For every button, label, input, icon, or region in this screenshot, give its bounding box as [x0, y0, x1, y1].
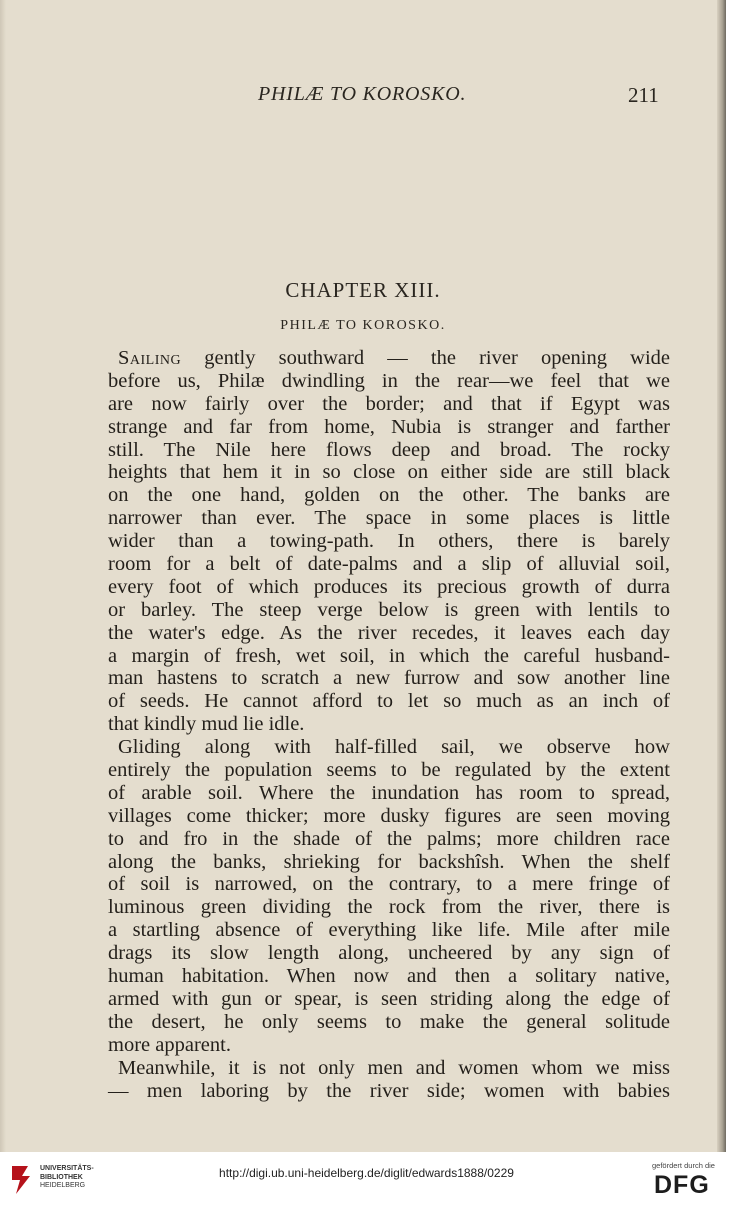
text-line: of seeds. He cannot afford to let so much as an inch of: [108, 690, 670, 713]
text-line: the desert, he only seems to make the general solitude: [108, 1010, 670, 1033]
text-line: Gliding along with half-filled sail, we observe how: [118, 736, 670, 759]
text-line: heights that hem it in so close on either side are still black: [108, 461, 670, 484]
text-line: every foot of which produces its precious growth of durra: [108, 575, 670, 598]
text-line: a startling absence of everything like life. Mile after mile: [108, 919, 670, 942]
text-line: the water's edge. As the river recedes, it leaves each day: [108, 621, 670, 644]
dfg-logo: DFG: [654, 1171, 710, 1199]
text-line: — men laboring by the river side; women with babies: [108, 1079, 670, 1102]
text-line: man hastens to scratch a new furrow and sow another line: [108, 667, 670, 690]
library-name: UNIVERSITÄTS- BIBLIOTHEK HEIDELBERG: [40, 1165, 94, 1189]
text-line: human habitation. When now and then a solitary native,: [108, 965, 670, 988]
text-line: strange and far from home, Nubia is stranger and farther: [108, 415, 670, 438]
viewer-footer: [0, 1152, 733, 1206]
text-line: that kindly mud lie idle.: [108, 713, 305, 736]
running-title: PHILÆ TO KOROSKO.: [258, 83, 467, 105]
text-line: entirely the population seems to be regulated by the extent: [108, 759, 670, 782]
body-text: [108, 347, 670, 1102]
text-line: are now fairly over the border; and that if Egypt was: [108, 392, 670, 415]
text-line: of arable soil. Where the inundation has room to spread,: [108, 781, 670, 804]
chapter-subtitle: PHILÆ TO KOROSKO.: [280, 318, 446, 333]
text-line: more apparent.: [108, 1033, 231, 1056]
text-line: of soil is narrowed, on the contrary, to a mere fringe of: [108, 873, 670, 896]
text-line: on the one hand, golden on the other. The banks are: [108, 484, 670, 507]
text-line: luminous green dividing the rock from the river, there is: [108, 896, 670, 919]
text-line: room for a belt of date-palms and a slip of alluvial soil,: [108, 553, 670, 576]
running-head: [0, 83, 726, 113]
permalink-url[interactable]: http://digi.ub.uni-heidelberg.de/diglit/edwards1888/0229: [219, 1166, 514, 1180]
text-line: wider than a towing-path. In others, there is barely: [108, 530, 670, 553]
text-line: before us, Philæ dwindling in the rear—we feel that we: [108, 369, 670, 392]
text-line: or barley. The steep verge below is green with lentils to: [108, 598, 670, 621]
text-line: narrower than ever. The space in some places is little: [108, 507, 670, 530]
text-line: a margin of fresh, wet soil, in which the careful husband-: [108, 644, 670, 667]
text-line: to and fro in the shade of the palms; more children race: [108, 827, 670, 850]
funded-by-label: gefördert durch die: [652, 1161, 715, 1170]
text-line: along the banks, shrieking for backshîsh. When the shelf: [108, 850, 670, 873]
text-line: Sailing gently southward — the river opening wide: [118, 347, 670, 369]
first-word-smallcaps: Sailing: [118, 347, 182, 369]
page-edge-shadow: [717, 0, 726, 1152]
text-line: Meanwhile, it is not only men and women whom we miss: [118, 1056, 670, 1079]
text-line: armed with gun or spear, is seen striding along the edge of: [108, 987, 670, 1010]
text-line: villages come thicker; more dusky figures are seen moving: [108, 804, 670, 827]
chapter-heading: CHAPTER XIII.: [285, 278, 441, 302]
text-line: still. The Nile here flows deep and broad. The rocky: [108, 438, 670, 461]
page-number: 211: [628, 83, 659, 107]
page-gutter-shadow: [0, 0, 6, 1152]
text-line: drags its slow length along, uncheered by any sign of: [108, 942, 670, 965]
